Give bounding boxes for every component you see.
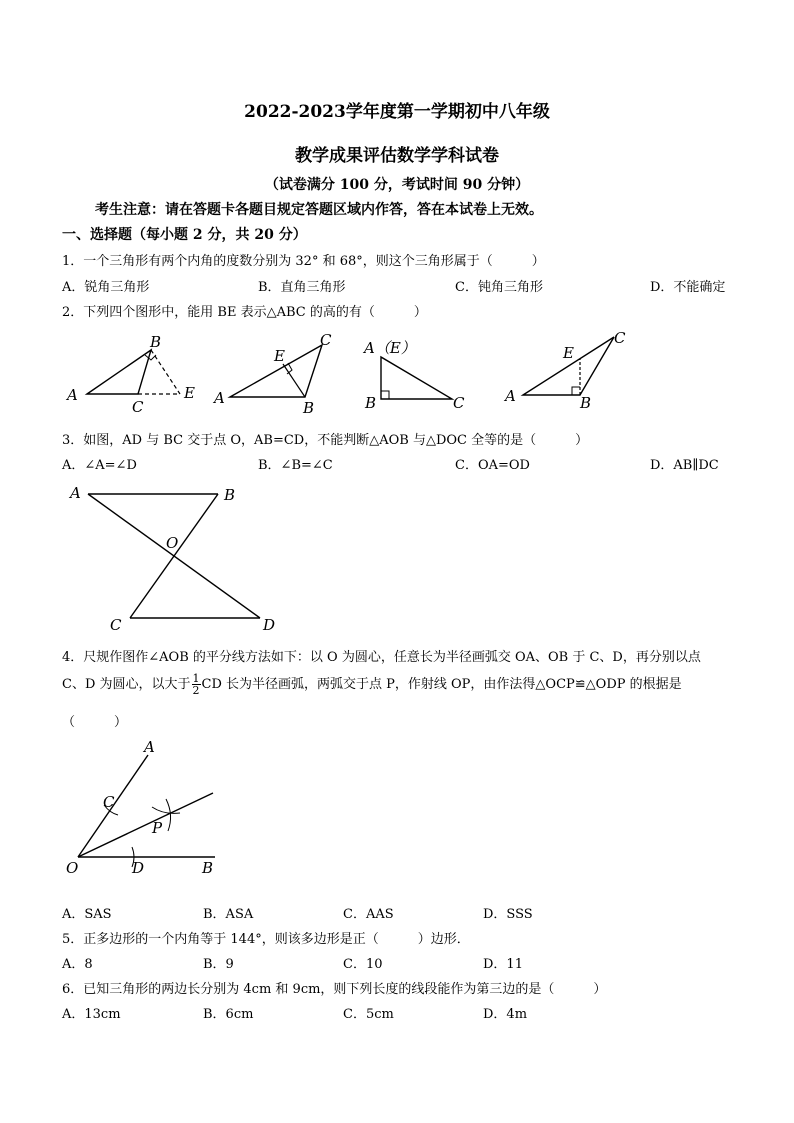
- q2-fig4-label-e: E: [563, 344, 574, 362]
- q2-fig1-label-b: B: [150, 333, 162, 351]
- q5-option-d: D．11: [483, 957, 523, 972]
- q4-fraction-num: 1: [192, 672, 200, 685]
- q5-option-c: C．10: [343, 957, 383, 972]
- q3-option-b: B．∠B=∠C: [258, 458, 333, 473]
- q2-fig2-label-a: A: [214, 389, 225, 407]
- q2-fig1-label-c: C: [132, 398, 144, 416]
- section-heading: 一、选择题（每小题 2 分，共 20 分）: [62, 227, 307, 243]
- q2-fig4-label-b: B: [580, 394, 592, 412]
- q3-figure: [60, 478, 320, 638]
- q6-option-b: B．6cm: [203, 1007, 254, 1022]
- q3-option-d: D．AB∥DC: [650, 458, 719, 473]
- q6-option-a: A．13cm: [62, 1007, 121, 1022]
- q1-option-d: D．不能确定: [650, 280, 726, 295]
- q3-label-o: O: [166, 534, 179, 552]
- exam-notice: 考生注意：请在答题卡各题目规定答题区域内作答，答在本试卷上无效。: [95, 202, 543, 218]
- q4-option-c: C．AAS: [343, 907, 394, 922]
- q2-figure-1: [65, 333, 195, 416]
- q4-option-b: B．ASA: [203, 907, 254, 922]
- question-5-stem: 5．正多边形的一个内角等于 144°，则该多边形是正（ ）边形．: [62, 932, 470, 947]
- q1-option-a: A．锐角三角形: [62, 280, 150, 295]
- q3-option-a: A．∠A=∠D: [62, 458, 137, 473]
- q3-label-c: C: [110, 616, 122, 634]
- q2-fig1-label-a: A: [67, 386, 78, 404]
- q2-fig1-label-e: E: [184, 384, 195, 402]
- exam-title-line1: 2022-2023学年度第一学期初中八年级: [244, 102, 550, 122]
- q4-option-a: A．SAS: [62, 907, 112, 922]
- q2-fig3-label-ae: A（E）: [364, 339, 416, 357]
- question-4-stem-line1: 4．尺规作图作∠AOB 的平分线方法如下：以 O 为圆心，任意长为半径画弧交 OA、OB 于 C、D，再分别以点: [62, 650, 701, 665]
- q2-fig2-label-e: E: [274, 347, 285, 365]
- question-6-stem: 6．已知三角形的两边长分别为 4cm 和 9cm，则下列长度的线段能作为第三边的是（ ）: [62, 982, 607, 997]
- q3-label-a: A: [70, 484, 81, 502]
- q2-figure-3: [362, 339, 465, 412]
- q2-figure-4: [503, 329, 626, 412]
- q2-fig4-label-c: C: [614, 329, 626, 347]
- q2-fig4-label-a: A: [505, 387, 516, 405]
- question-4-stem-line3: （ ）: [62, 715, 128, 730]
- exam-title-line2: 教学成果评估数学学科试卷: [295, 146, 499, 166]
- q2-fig2-label-c: C: [320, 331, 332, 349]
- q4-label-b: B: [202, 859, 214, 877]
- q4-line2-part2: CD 长为半径画弧，两弧交于点 P，作射线 OP，由作法得△OCP≌△ODP 的根据是: [201, 677, 682, 692]
- q1-option-b: B．直角三角形: [258, 280, 346, 295]
- q2-figure-2: [212, 331, 332, 417]
- q3-label-d: D: [263, 616, 276, 634]
- q6-option-c: C．5cm: [343, 1007, 394, 1022]
- q3-label-b: B: [224, 486, 236, 504]
- exam-subtitle: （试卷满分 100 分，考试时间 90 分钟）: [264, 177, 530, 193]
- q5-option-a: A．8: [62, 957, 93, 972]
- q6-option-d: D．4m: [483, 1007, 528, 1022]
- q4-fraction: [192, 673, 201, 696]
- q2-fig3-label-b: B: [365, 394, 377, 412]
- q4-label-p: P: [152, 819, 163, 837]
- q2-fig2-label-b: B: [303, 399, 315, 417]
- q4-figure: [60, 735, 260, 875]
- q4-label-c: C: [103, 793, 115, 811]
- q4-label-a: A: [144, 738, 155, 756]
- q4-fraction-den: 2: [192, 684, 200, 697]
- q2-fig3-label-c: C: [453, 394, 465, 412]
- question-2-stem: 2．下列四个图形中，能用 BE 表示△ABC 的高的有（ ）: [62, 305, 427, 320]
- question-1-stem: 1．一个三角形有两个内角的度数分别为 32° 和 68°，则这个三角形属于（ ）: [62, 254, 545, 269]
- q2-figures: [0, 325, 794, 425]
- q3-option-c: C．OA=OD: [455, 458, 530, 473]
- question-3-stem: 3．如图，AD 与 BC 交于点 O，AB=CD，不能判断△AOB 与△DOC 全等的是（ ）: [62, 433, 589, 448]
- q4-label-d: D: [132, 859, 145, 877]
- q5-option-b: B．9: [203, 957, 234, 972]
- q1-option-c: C．钝角三角形: [455, 280, 543, 295]
- q4-label-o: O: [66, 859, 79, 877]
- q4-option-d: D．SSS: [483, 907, 533, 922]
- q4-line2-part1: C、D 为圆心，以大于: [62, 677, 191, 692]
- question-4-stem-line2: [62, 673, 682, 696]
